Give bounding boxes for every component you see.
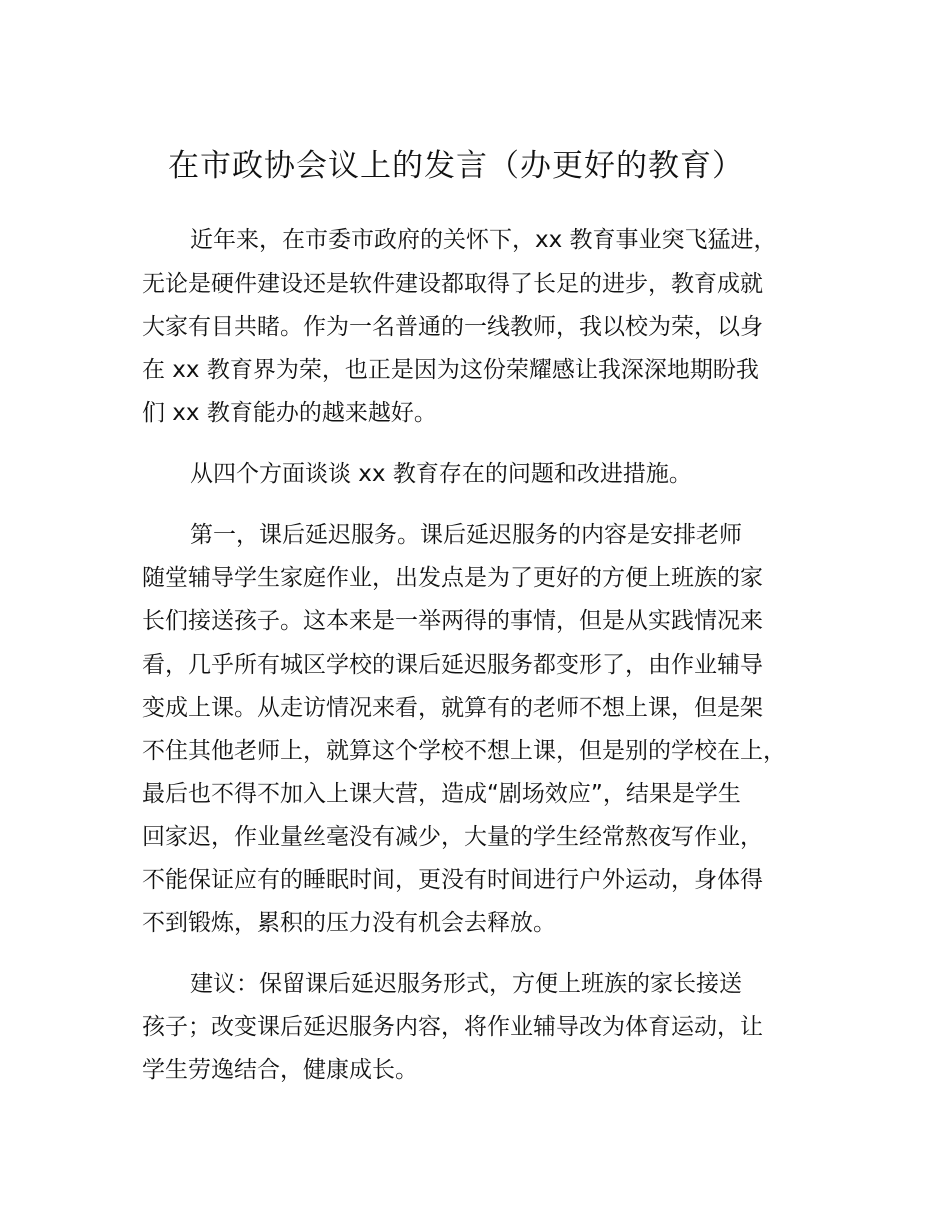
paragraph-4-line-3: 学生劳逸结合，健康成长。 [142, 1057, 418, 1083]
paragraph-2-line-1: 从四个方面谈谈 xx 教育存在的问题和改进措施。 [190, 461, 692, 487]
paragraph-1-line-4: 在 xx 教育界为荣，也正是因为这份荣耀感让我深深地期盼我 [142, 357, 759, 383]
paragraph-4-line-1: 建议：保留课后延迟服务形式，方便上班族的家长接送 [190, 971, 742, 997]
document-title: 在市政协会议上的发言（办更好的教育） [168, 148, 744, 184]
paragraph-3-line-8: 回家迟，作业量丝毫没有减少，大量的学生经常熬夜写作业， [142, 824, 763, 850]
paragraph-1-line-2: 无论是硬件建设还是软件建设都取得了长足的进步，教育成就 [142, 271, 763, 297]
paragraph-3-line-5: 变成上课。从走访情况来看，就算有的老师不想上课，但是架 [142, 695, 763, 721]
paragraph-3-line-3: 长们接送孩子。这本来是一举两得的事情，但是从实践情况来 [142, 608, 763, 634]
paragraph-4-line-2: 孩子；改变课后延迟服务内容，将作业辅导改为体育运动，让 [142, 1014, 763, 1040]
paragraph-3-line-6: 不住其他老师上，就算这个学校不想上课，但是别的学校在上， [142, 738, 786, 764]
paragraph-3-line-9: 不能保证应有的睡眠时间，更没有时间进行户外运动，身体得 [142, 867, 763, 893]
paragraph-1-line-5: 们 xx 教育能办的越来越好。 [142, 400, 437, 426]
paragraph-3-line-4: 看，几乎所有城区学校的课后延迟服务都变形了，由作业辅导 [142, 652, 763, 678]
paragraph-3-line-2: 随堂辅导学生家庭作业，出发点是为了更好的方便上班族的家 [142, 565, 763, 591]
paragraph-3-line-1: 第一，课后延迟服务。课后延迟服务的内容是安排老师 [190, 522, 742, 548]
paragraph-3-line-10: 不到锻炼，累积的压力没有机会去释放。 [142, 910, 556, 936]
paragraph-3-line-7: 最后也不得不加入上课大营，造成“剧场效应”，结果是学生 [142, 781, 741, 807]
paragraph-1-line-3: 大家有目共睹。作为一名普通的一线教师，我以校为荣，以身 [142, 314, 763, 340]
paragraph-1-line-1: 近年来，在市委市政府的关怀下，xx 教育事业突飞猛进， [190, 227, 777, 253]
